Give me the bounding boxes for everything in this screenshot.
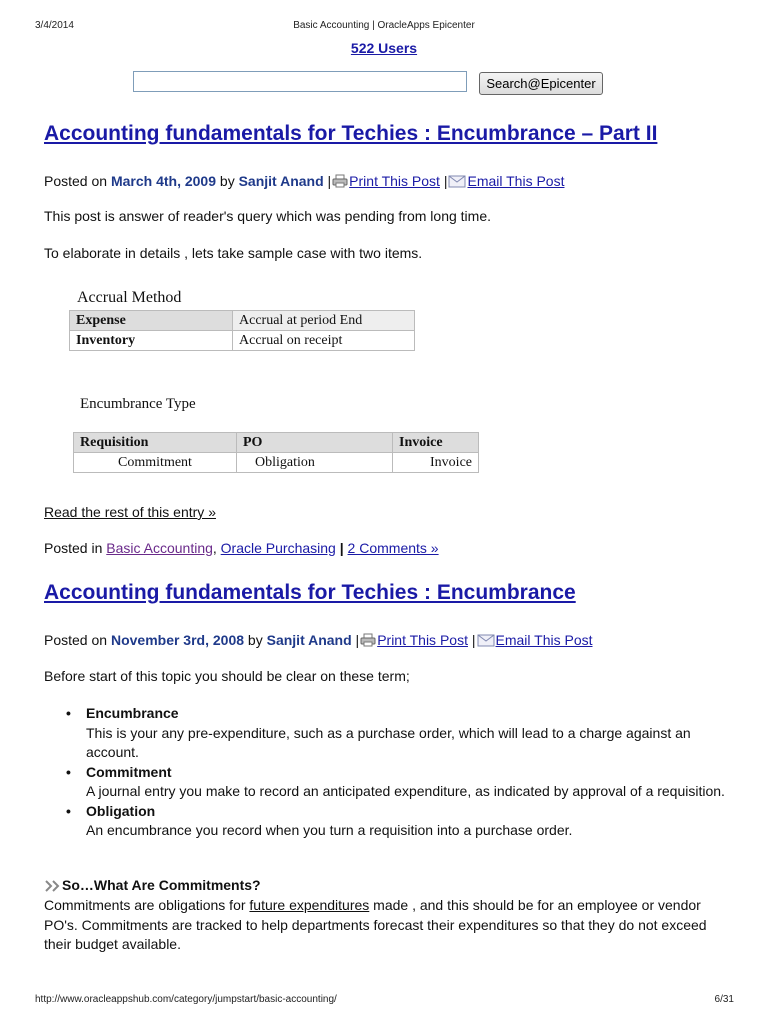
post1-title[interactable]: Accounting fundamentals for Techies : Encumbrance – Part II xyxy=(44,122,658,145)
encumbrance-table xyxy=(73,432,479,473)
accrual-table xyxy=(69,310,415,351)
post2-title[interactable]: Accounting fundamentals for Techies : Encumbrance xyxy=(44,581,576,604)
terms-list xyxy=(66,704,726,841)
print-date: 3/4/2014 xyxy=(35,20,74,31)
post2-email-link[interactable]: Email This Post xyxy=(495,632,593,648)
table-row: Requisition PO Invoice xyxy=(74,433,479,453)
table-row: Expense Accrual at period End xyxy=(70,311,415,331)
accrual-caption: Accrual Method xyxy=(77,289,182,306)
future-expenditures-link[interactable]: future expenditures xyxy=(249,897,370,913)
page-title: Basic Accounting | OracleApps Epicenter xyxy=(293,20,475,31)
list-item: • Commitment A journal entry you make to record an anticipated expenditure, as indicated by approval of a requisition. xyxy=(66,763,726,802)
printer-icon[interactable] xyxy=(360,633,376,647)
table-row: Commitment Obligation Invoice xyxy=(74,453,479,473)
commitments-subheading: So…What Are Commitments? xyxy=(44,877,261,893)
commitments-paragraph: Commitments are obligations for future expenditures made , and this should be for an employee or vendor PO's. Commitments are tracked to help departments forecast their expenditures so that they do not exceed their budget available. xyxy=(44,897,707,952)
post2-print-link[interactable]: Print This Post xyxy=(377,632,468,648)
post2-author: Sanjit Anand xyxy=(266,632,352,648)
users-link[interactable]: 522 Users xyxy=(350,40,418,56)
post1-footer: Posted in Basic Accounting, Oracle Purchasing | 2 Comments » xyxy=(44,540,439,556)
printer-icon[interactable] xyxy=(332,174,348,188)
list-item: • Obligation An encumbrance you record when you turn a requisition into a purchase order. xyxy=(66,802,726,841)
category-oracle-purchasing-link[interactable]: Oracle Purchasing xyxy=(220,540,336,556)
read-more-link[interactable]: Read the rest of this entry » xyxy=(44,504,216,520)
post1-date: March 4th, 2009 xyxy=(110,173,217,189)
post1-email-link[interactable]: Email This Post xyxy=(467,173,565,189)
post2-meta: Posted on November 3rd, 2008 by Sanjit Anand | Print This Post | Email This Post xyxy=(44,632,593,648)
page-url: http://www.oracleappshub.com/category/jumpstart/basic-accounting/ xyxy=(35,994,337,1005)
list-item: • Encumbrance This is your any pre-expenditure, such as a purchase order, which will lead to a charge against an account. xyxy=(66,704,726,763)
search-input[interactable] xyxy=(133,71,467,92)
post1-para2: To elaborate in details , lets take sample case with two items. xyxy=(44,245,423,261)
double-chevron-icon xyxy=(45,880,61,892)
encumbrance-caption: Encumbrance Type xyxy=(80,396,196,412)
post1-print-link[interactable]: Print This Post xyxy=(349,173,440,189)
post1-meta: Posted on March 4th, 2009 by Sanjit Anand | Print This Post | Email This Post xyxy=(44,173,565,189)
post2-intro: Before start of this topic you should be clear on these term; xyxy=(44,668,410,684)
post2-date: November 3rd, 2008 xyxy=(110,632,245,648)
search-button[interactable]: Search@Epicenter xyxy=(479,72,603,95)
email-icon[interactable] xyxy=(477,634,495,647)
page-number: 6/31 xyxy=(714,994,734,1005)
comments-link[interactable]: 2 Comments » xyxy=(347,540,439,556)
post1-author: Sanjit Anand xyxy=(238,173,324,189)
email-icon[interactable] xyxy=(448,175,466,188)
table-row: Inventory Accrual on receipt xyxy=(70,331,415,351)
post1-para1: This post is answer of reader's query which was pending from long time. xyxy=(44,208,491,224)
category-basic-accounting-link[interactable]: Basic Accounting xyxy=(106,540,213,556)
